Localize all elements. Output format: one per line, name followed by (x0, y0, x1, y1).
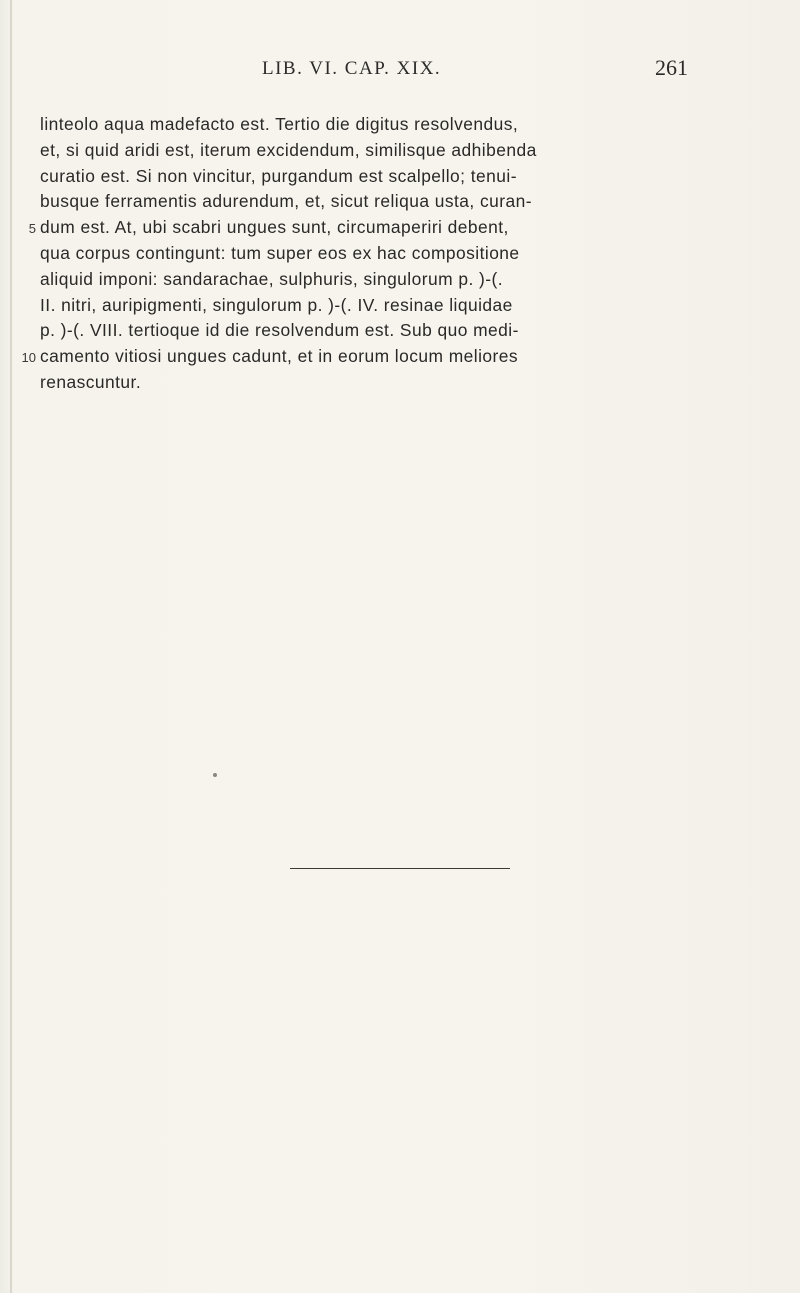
line-text: II. nitri, auripigmenti, singulorum p. )-(. IV. resinae liquidae (40, 294, 513, 315)
line-number: 5 (28, 221, 36, 237)
text-line (28, 215, 740, 241)
text-line (21, 344, 740, 370)
line-text: renascuntur. (40, 371, 142, 392)
page-gutter-edge (10, 0, 12, 1293)
line-text: aliquid imponi: sandarachae, sulphuris, singulorum p. )-(. (40, 268, 504, 289)
line-text: p. )-(. VIII. tertioque id die resolvendum est. Sub quo medi- (40, 320, 519, 341)
stray-ink-dot (213, 773, 217, 777)
body-text (21, 112, 740, 396)
running-head (0, 55, 800, 88)
line-number: 10 (21, 350, 36, 366)
line-text: curatio est. Si non vincitur, purgandum est scalpello; tenui- (40, 165, 517, 186)
text-line (40, 189, 740, 215)
running-head-title: LIB. VI. CAP. XIX. (262, 58, 442, 79)
line-text: dum est. At, ubi scabri ungues sunt, circumaperiri debent, (40, 217, 509, 238)
text-line (40, 318, 740, 344)
text-line (40, 112, 740, 138)
section-divider-rule (290, 868, 510, 869)
line-text: linteolo aqua madefacto est. Tertio die digitus resolvendus, (40, 114, 519, 134)
text-line (40, 241, 740, 267)
line-text: camento vitiosi ungues cadunt, et in eorum locum meliores (40, 346, 519, 367)
line-text: qua corpus contingunt: tum super eos ex hac compositione (40, 242, 520, 263)
line-text: busque ferramentis adurendum, et, sicut reliqua usta, curan- (40, 191, 532, 212)
line-text: et, si quid aridi est, iterum excidendum, similisque adhibenda (40, 139, 537, 160)
page-number: 261 (655, 55, 688, 80)
text-line (40, 267, 740, 293)
text-line (40, 370, 740, 396)
text-line (40, 164, 740, 190)
text-line (40, 138, 740, 164)
text-line (40, 293, 740, 319)
